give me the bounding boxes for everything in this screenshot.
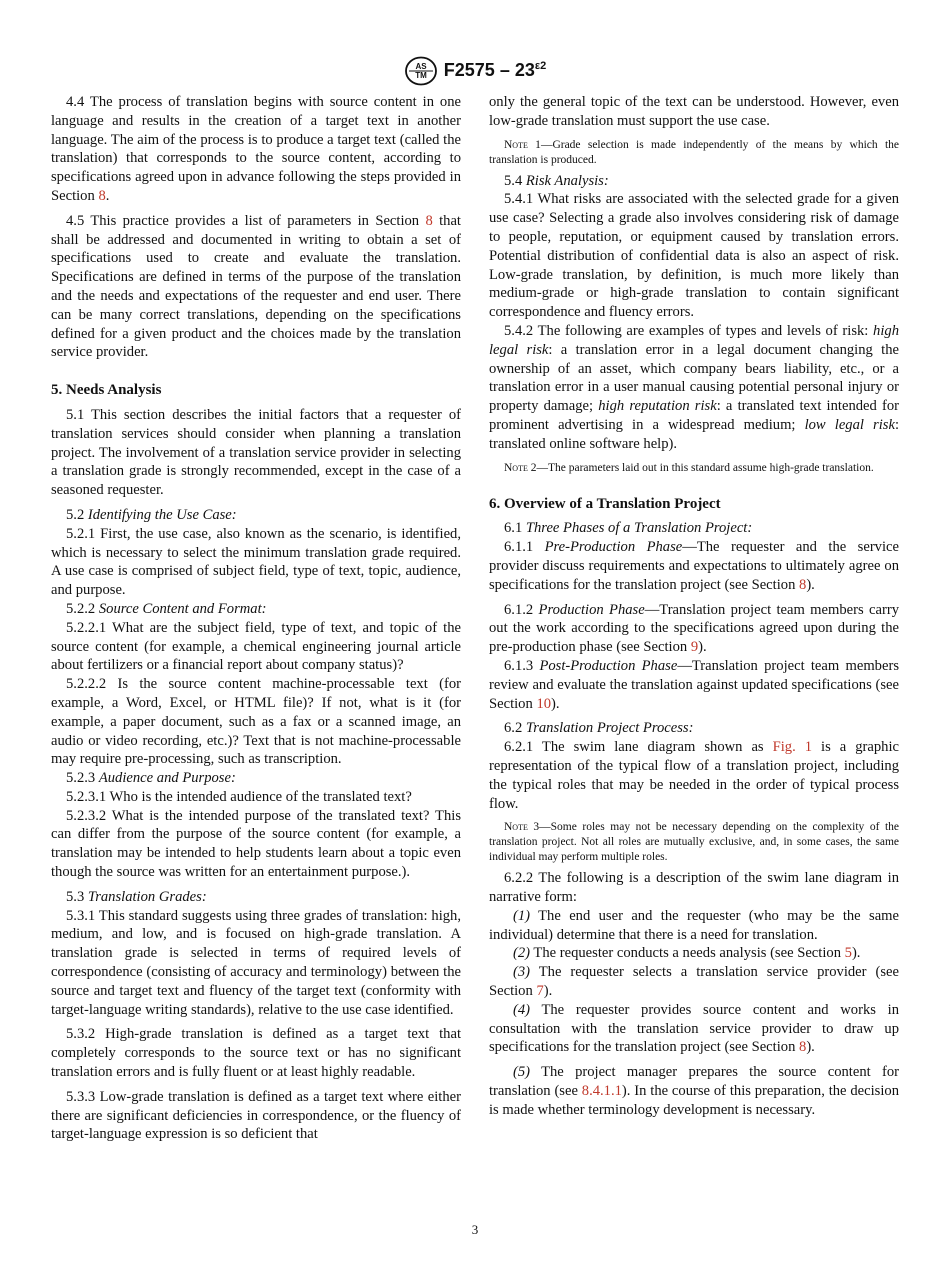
page-header [0, 54, 950, 86]
section-link[interactable]: 8 [425, 212, 433, 229]
paragraph-5-3-1: 5.3.1 This standard suggests using three grades of translation: high, medium, and low, and is focused on high-grade translation. A translation grade is selected in terms of required levels of correspondence (consisting of accuracy and terminology) between the source and target text and fluency of the target text (conformity with target-language writing standards), relative to the use case identified. [51, 907, 461, 1018]
paragraph-5-4-1: 5.4.1 What risks are associated with the selected grade for a given use case? Selecting a grade also involves considering risk of damage to people, reputation, or equipment caused by translation errors. Potential distribution of confidential data is also an aspect of risk. Low-grade translation, by definition, is much more likely than medium-grade or high-grade translation to contain significant correspondence and fluency errors. [489, 191, 899, 321]
list-item-1: (1) The end user and the requester (who may be the same individual) determine that there is a need for translation. [489, 907, 899, 943]
paragraph-5-3-2: 5.3.2 High-grade translation is defined as a target text that completely corresponds to the source text or has no significant translation errors and is fully fluent or at least highly readable. [51, 1026, 461, 1081]
section-heading-6: 6. Overview of a Translation Project [489, 495, 721, 512]
paragraph-5-4-2: 5.4.2 The following are examples of types and levels of risk: high legal risk: a translation error in a legal document changing the ownership of an asset, which company bears liability, etc., or a translation error in a user manual causing potential personal injury or property damage; high reputation risk: a translated text intended for prominent advertising in a widespread medium; low legal risk: translated online software help). [489, 322, 900, 452]
paragraph-5-3: 5.3 Translation Grades: [66, 888, 207, 905]
right-column [489, 93, 899, 1120]
paragraph-6-2: 6.2 Translation Project Process: [504, 720, 694, 737]
svg-text:TM: TM [415, 71, 427, 81]
svg-text:AS: AS [415, 62, 427, 72]
list-item-5: (5) The project manager prepares the source content for translation (see 8.4.1.1). In the course of this preparation, the decision is made whether terminology development is necessary. [489, 1064, 899, 1118]
section-link[interactable]: 9 [690, 639, 699, 656]
section-link[interactable]: 7 [536, 983, 544, 1000]
astm-logo-icon [404, 56, 438, 86]
paragraph-5-3-3-continued: only the general topic of the text can be understood. However, even low-grade translation must support the use case. [489, 94, 899, 129]
paragraph-5-1: 5.1 This section describes the initial factors that a requester of translation services should consider when planning a translation project. The involvement of a translation service provider in selecting a translation grade is strongly recommended, except in the case of a seasoned requester. [51, 406, 461, 499]
designation: F2575 – 23 [443, 60, 535, 80]
paragraph-5-2-2: 5.2.2 Source Content and Format: [66, 600, 267, 617]
paragraph-5-2: 5.2 Identifying the Use Case: [66, 506, 237, 523]
paragraph-5-2-1: 5.2.1 First, the use case, also known as the scenario, is identified, which is necessary to select the minimum translation grade required. A use case is comprised of subject field, type of text, topic, audience, and purpose. [51, 525, 461, 599]
paragraph-4-5: 4.5 This practice provides a list of parameters in Section 8 that shall be addressed and documented in writing to obtain a set of specifications used to create and evaluate the translation. Specifications are defined in terms of the purpose of the translation and the needs and expectations of the requester and end user. There can be many correct translations, depending on the specifications defined for a given product and the choices made by the translation service provider. [51, 212, 461, 361]
paragraph-5-2-3-2: 5.2.3.2 What is the intended purpose of the translated text? This can differ from the purpose of the source content (for example, a translation may be intended to help students learn about a topic even though the source was written for an entertainment purpose.). [51, 807, 461, 881]
note-2: Note 2—The parameters laid out in this standard assume high-grade translation. [504, 461, 874, 474]
section-link[interactable]: 10 [536, 695, 552, 712]
list-item-2: (2) The requester conducts a needs analysis (see Section 5). [513, 945, 861, 962]
paragraph-5-4: 5.4 Risk Analysis: [504, 172, 609, 189]
paragraph-6-2-1: 6.2.1 The swim lane diagram shown as Fig. 1 is a graphic representation of the typical flow of a translation project, including the typical roles that may be needed in the order of typical process flow. [489, 739, 899, 812]
section-link[interactable]: 8.4.1.1 [581, 1083, 622, 1100]
paragraph-5-3-3: 5.3.3 Low-grade translation is defined as a target text where either there are significant deficiencies in correspondence, or the fluency of target-language expression is so deficient that [51, 1088, 461, 1143]
list-item-4: (4) The requester provides source content and works in consultation with the translation service provider to draw up specifications for the translation project (see Section 8). [489, 1001, 899, 1056]
figure-link[interactable]: Fig. 1 [772, 739, 813, 756]
note-3: Note 3—Some roles may not be necessary depending on the complexity of the translation project. Not all roles are mutually exclusive, and, in some cases, the same individual may perform multiple roles. [489, 821, 900, 864]
paragraph-5-2-2-2: 5.2.2.2 Is the source content machine-processable text (for example, a Word, Excel, or HTML file)? If not, what is it (for example, a paper document, such as a fax or a scanned image, an audio or video recording, etc.)? Text that is not machine-processable may require pre-processing, such as transcription. [51, 676, 461, 768]
paragraph-5-2-3: 5.2.3 Audience and Purpose: [66, 770, 236, 787]
section-link[interactable]: 8 [799, 1039, 807, 1056]
section-link[interactable]: 8 [799, 576, 807, 593]
note-1: Note 1—Grade selection is made independently of the means by which the translation is produced. [489, 138, 899, 166]
paragraph-6-1-3: 6.1.3 Post-Production Phase—Translation project team members review and evaluate the translation against updated specifications (see Section 10). [489, 657, 899, 712]
section-link[interactable]: 5 [844, 945, 852, 962]
list-item-3: (3) The requester selects a translation service provider (see Section 7). [489, 964, 899, 1000]
paragraph-6-1-1: 6.1.1 Pre-Production Phase—The requester and the service provider discuss requirements and expectations to ultimately agree on specifications for the translation project (see Section 8). [489, 539, 899, 593]
paragraph-4-4: 4.4 The process of translation begins with source content in one language and results in the creation of a target text in another language. The aim of the process is to produce a target text (called the translation) that corresponds to the source content, according to specifications agreed upon in advance following the steps provided in Section 8. [51, 94, 461, 204]
paragraph-6-1-2: 6.1.2 Production Phase—Translation project team members carry out the work according to the specifications agreed upon during the pre-production phase (see Section 9). [489, 601, 900, 656]
section-link[interactable]: 8 [98, 187, 106, 204]
left-column [51, 93, 461, 1144]
edition-superscript: ε2 [534, 60, 547, 72]
paragraph-5-2-3-1: 5.2.3.1 Who is the intended audience of the translated text? [66, 788, 412, 805]
paragraph-6-2-2: 6.2.2 The following is a description of the swim lane diagram in narrative form: [489, 870, 899, 906]
page-number: 3 [471, 1222, 479, 1237]
paragraph-5-2-2-1: 5.2.2.1 What are the subject field, type of text, and topic of the source content (for example, a chemical engineering journal article about fertilizers or a financial report about company status)? [51, 619, 461, 674]
paragraph-6-1: 6.1 Three Phases of a Translation Project: [504, 520, 753, 537]
section-heading-5: 5. Needs Analysis [51, 382, 162, 399]
